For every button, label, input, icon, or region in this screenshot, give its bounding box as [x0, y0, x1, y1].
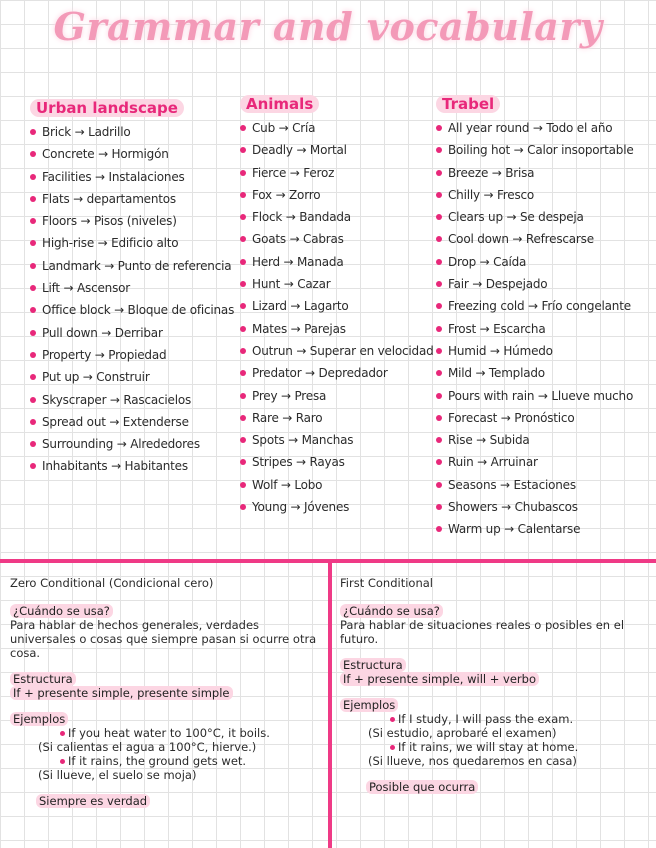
- bullet-dot-icon: [240, 170, 246, 176]
- list-item: Pours with rain → Llueve mucho: [436, 385, 634, 407]
- vocab-list: [30, 121, 234, 478]
- list-item: Rise → Subida: [436, 429, 634, 451]
- bullet-dot-icon: [240, 125, 246, 131]
- list-item: Deadly → Mortal: [240, 139, 434, 161]
- list-item: Outrun → Superar en velocidad: [240, 340, 434, 362]
- list-item: Fair → Despejado: [436, 273, 634, 295]
- list-item: Humid → Húmedo: [436, 340, 634, 362]
- bullet-dot-icon: [436, 147, 442, 153]
- bullet-dot-icon: [240, 415, 246, 421]
- list-item: Chilly → Fresco: [436, 184, 634, 206]
- list-item: Drop → Caída: [436, 251, 634, 273]
- page-title: Grammar and vocabulary: [53, 4, 603, 49]
- bullet-dot-icon: [436, 236, 442, 242]
- structure-text: If + presente simple, will + verbo: [340, 672, 539, 686]
- usage-text: Para hablar de situaciones reales o posibles en el futuro.: [340, 618, 625, 646]
- example-en: If I study, I will pass the exam.: [340, 712, 646, 726]
- structure-block: [10, 672, 322, 700]
- bullet-dot-icon: [30, 330, 36, 336]
- list-item: Cub → Cría: [240, 117, 434, 139]
- structure-label: Estructura: [340, 658, 406, 672]
- bullet-dot-icon: [436, 393, 442, 399]
- list-item: Boiling hot → Calor insoportable: [436, 139, 634, 161]
- bullet-dot-icon: [30, 151, 36, 157]
- list-item: Spread out → Extenderse: [30, 411, 234, 433]
- list-item: Flock → Bandada: [240, 206, 434, 228]
- usage-label: ¿Cuándo se usa?: [340, 604, 443, 618]
- vocab-list: [240, 117, 434, 518]
- bullet-dot-icon: [30, 263, 36, 269]
- section-divider-vertical: [328, 563, 332, 848]
- list-item: Showers → Chubascos: [436, 496, 634, 518]
- bullet-dot-icon: [436, 281, 442, 287]
- first-conditional-section: [340, 576, 646, 794]
- bullet-dot-icon: [240, 348, 246, 354]
- list-item: Warm up → Calentarse: [436, 518, 634, 540]
- column-heading: Trabel: [436, 95, 500, 113]
- example-en: If it rains, the ground gets wet.: [10, 754, 322, 768]
- list-item: Goats → Cabras: [240, 228, 434, 250]
- list-item: Mates → Parejas: [240, 318, 434, 340]
- bullet-dot-icon: [30, 174, 36, 180]
- list-item: Wolf → Lobo: [240, 474, 434, 496]
- bullet-dot-icon: [240, 326, 246, 332]
- list-item: Frost → Escarcha: [436, 318, 634, 340]
- list-item: Flats → departamentos: [30, 188, 234, 210]
- bullet-dot-icon: [30, 129, 36, 135]
- list-item: Stripes → Rayas: [240, 451, 434, 473]
- bullet-dot-icon: [30, 374, 36, 380]
- bullet-dot-icon: [30, 441, 36, 447]
- bullet-dot-icon: [240, 482, 246, 488]
- column-heading: Animals: [240, 95, 319, 113]
- list-item: Put up → Construir: [30, 366, 234, 388]
- bullet-dot-icon: [436, 170, 442, 176]
- bullet-dot-icon: [30, 352, 36, 358]
- bullet-dot-icon: [436, 526, 442, 532]
- examples-block: [340, 698, 646, 768]
- bullet-dot-icon: [436, 370, 442, 376]
- bullet-dot-icon: [30, 307, 36, 313]
- list-item: Mild → Templado: [436, 362, 634, 384]
- zero-conditional-section: [10, 576, 322, 808]
- list-item: Freezing cold → Frío congelante: [436, 295, 634, 317]
- list-item: Skyscraper → Rascacielos: [30, 389, 234, 411]
- bullet-dot-icon: [240, 236, 246, 242]
- bullet-dot-icon: [30, 240, 36, 246]
- structure-text: If + presente simple, presente simple: [10, 686, 233, 700]
- bullet-dot-icon: [240, 147, 246, 153]
- bullet-dot-icon: [30, 419, 36, 425]
- usage-block: [10, 604, 322, 660]
- example-es: (Si llueve, nos quedaremos en casa): [368, 754, 577, 768]
- section-title: First Conditional: [340, 576, 433, 590]
- bullet-dot-icon: [30, 285, 36, 291]
- list-item: Cool down → Refrescarse: [436, 228, 634, 250]
- structure-block: [340, 658, 646, 686]
- bullet-dot-icon: [60, 759, 65, 764]
- bullet-dot-icon: [30, 196, 36, 202]
- list-item: Clears up → Se despeja: [436, 206, 634, 228]
- usage-block: [340, 604, 646, 646]
- list-item: All year round → Todo el año: [436, 117, 634, 139]
- bullet-dot-icon: [436, 303, 442, 309]
- bullet-dot-icon: [240, 437, 246, 443]
- list-item: Facilities → Instalaciones: [30, 166, 234, 188]
- bullet-dot-icon: [436, 348, 442, 354]
- list-item: Hunt → Cazar: [240, 273, 434, 295]
- example-en: If it rains, we will stay at home.: [340, 740, 646, 754]
- bullet-dot-icon: [30, 397, 36, 403]
- bullet-dot-icon: [436, 125, 442, 131]
- list-item: Breeze → Brisa: [436, 162, 634, 184]
- summary-label: Siempre es verdad: [36, 794, 150, 808]
- list-item: Inhabitants → Habitantes: [30, 455, 234, 477]
- list-item: Herd → Manada: [240, 251, 434, 273]
- bullet-dot-icon: [436, 437, 442, 443]
- list-item: Concrete → Hormigón: [30, 143, 234, 165]
- example-es: (Si llueve, el suelo se moja): [38, 768, 197, 782]
- examples-block: [10, 712, 322, 782]
- list-item: Office block → Bloque de oficinas: [30, 299, 234, 321]
- list-item: Pull down → Derribar: [30, 322, 234, 344]
- list-item: Forecast → Pronóstico: [436, 407, 634, 429]
- bullet-dot-icon: [240, 192, 246, 198]
- bullet-dot-icon: [436, 482, 442, 488]
- bullet-dot-icon: [436, 326, 442, 332]
- list-item: Fierce → Feroz: [240, 162, 434, 184]
- examples-label: Ejemplos: [10, 712, 68, 726]
- list-item: Lizard → Lagarto: [240, 295, 434, 317]
- bullet-dot-icon: [390, 745, 395, 750]
- bullet-dot-icon: [240, 214, 246, 220]
- list-item: Brick → Ladrillo: [30, 121, 234, 143]
- list-item: Lift → Ascensor: [30, 277, 234, 299]
- bullet-dot-icon: [30, 218, 36, 224]
- bullet-dot-icon: [240, 259, 246, 265]
- vocab-column-animals: [240, 94, 434, 518]
- list-item: Spots → Manchas: [240, 429, 434, 451]
- section-title: Zero Conditional (Condicional cero): [10, 576, 214, 590]
- bullet-dot-icon: [240, 370, 246, 376]
- vocab-list: [436, 117, 634, 541]
- bullet-dot-icon: [436, 192, 442, 198]
- bullet-dot-icon: [240, 459, 246, 465]
- column-heading: Urban landscape: [30, 99, 184, 117]
- list-item: Floors → Pisos (niveles): [30, 210, 234, 232]
- bullet-dot-icon: [240, 393, 246, 399]
- list-item: Property → Propiedad: [30, 344, 234, 366]
- examples-label: Ejemplos: [340, 698, 398, 712]
- bullet-dot-icon: [390, 717, 395, 722]
- list-item: Landmark → Punto de referencia: [30, 255, 234, 277]
- list-item: Surrounding → Alrededores: [30, 433, 234, 455]
- bullet-dot-icon: [436, 504, 442, 510]
- list-item: Young → Jóvenes: [240, 496, 434, 518]
- usage-label: ¿Cuándo se usa?: [10, 604, 113, 618]
- bullet-dot-icon: [240, 281, 246, 287]
- list-item: Predator → Depredador: [240, 362, 434, 384]
- list-item: High-rise → Edificio alto: [30, 232, 234, 254]
- bullet-dot-icon: [30, 463, 36, 469]
- list-item: Fox → Zorro: [240, 184, 434, 206]
- example-es: (Si estudio, aprobaré el examen): [368, 726, 557, 740]
- bullet-dot-icon: [436, 214, 442, 220]
- structure-label: Estructura: [10, 672, 76, 686]
- bullet-dot-icon: [240, 303, 246, 309]
- summary-label: Posible que ocurra: [366, 780, 478, 794]
- list-item: Seasons → Estaciones: [436, 474, 634, 496]
- bullet-dot-icon: [436, 459, 442, 465]
- bullet-dot-icon: [436, 259, 442, 265]
- list-item: Prey → Presa: [240, 385, 434, 407]
- list-item: Ruin → Arruinar: [436, 451, 634, 473]
- example-es: (Si calientas el agua a 100°C, hierve.): [38, 740, 257, 754]
- vocab-column-trabel: [436, 94, 634, 541]
- usage-text: Para hablar de hechos generales, verdades universales o cosas que siempre pasan si ocurre otra cosa.: [10, 618, 317, 660]
- example-en: If you heat water to 100°C, it boils.: [10, 726, 322, 740]
- bullet-dot-icon: [240, 504, 246, 510]
- list-item: Rare → Raro: [240, 407, 434, 429]
- bullet-dot-icon: [60, 731, 65, 736]
- bullet-dot-icon: [436, 415, 442, 421]
- vocab-column-urban-landscape: [30, 98, 234, 478]
